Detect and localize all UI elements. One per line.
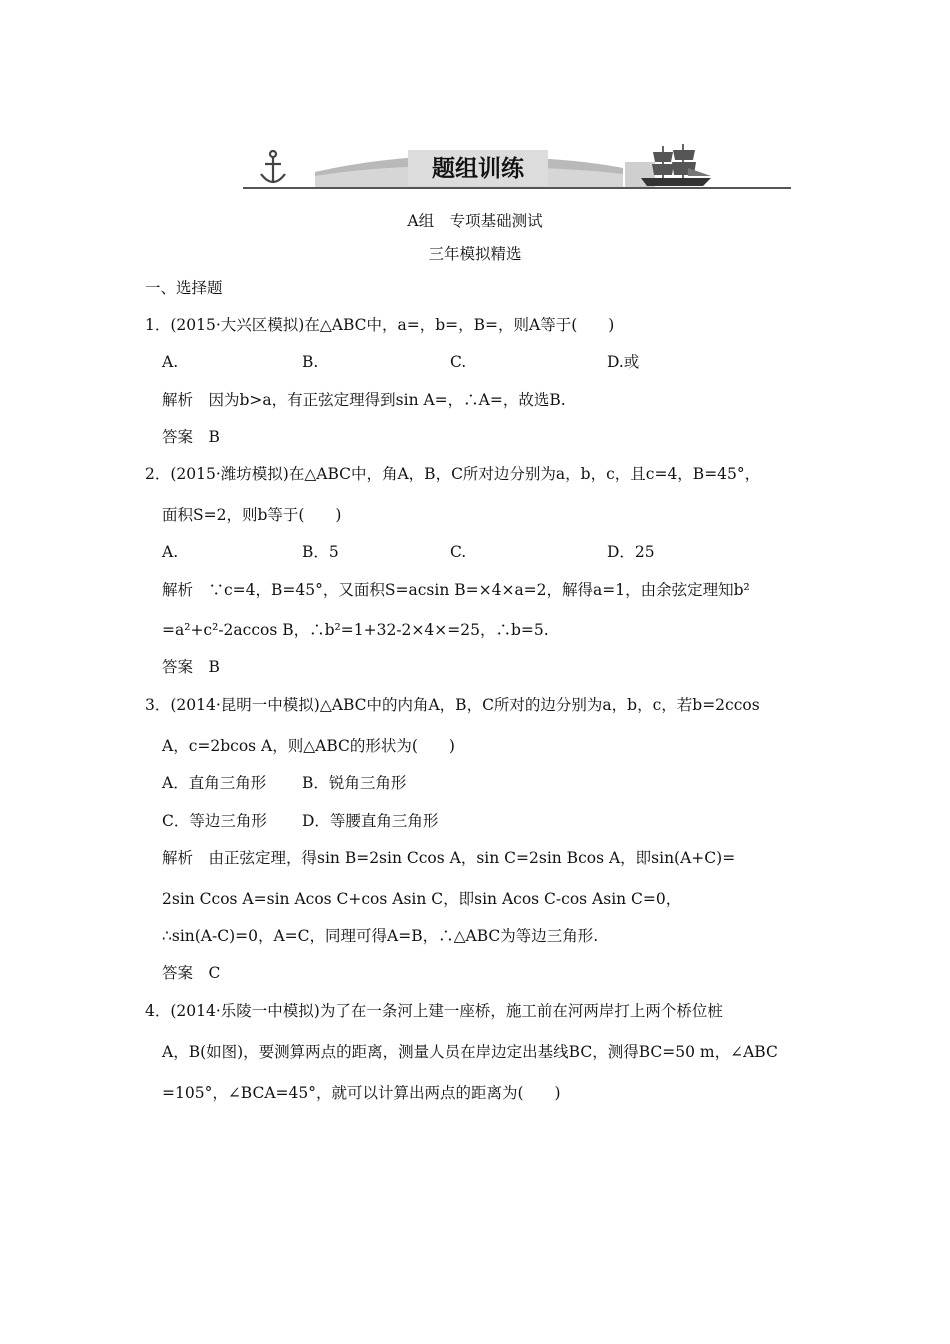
- banner-title: 题组训练: [432, 156, 524, 182]
- q2-stem-line2: 面积S=2，则b等于( ): [162, 506, 342, 524]
- group-title: A组 专项基础测试: [407, 212, 543, 230]
- section-heading: 一、选择题: [145, 279, 223, 297]
- q3-option-c: C．等边三角形: [162, 812, 267, 830]
- section-banner: [243, 142, 791, 192]
- q3-analysis-line3: ∴sin(A-C)=0，A=C，同理可得A=B，∴△ABC为等边三角形.: [162, 927, 599, 945]
- q1-analysis: 解析 因为b>a，有正弦定理得到sin A=，∴A=，故选B.: [162, 391, 566, 409]
- q1-option-c: C.: [450, 353, 467, 371]
- q3-stem-line2: A，c=2bcos A，则△ABC的形状为( ): [162, 737, 455, 755]
- q2-option-a: A.: [162, 543, 179, 561]
- q1-option-d: D.或: [607, 353, 640, 371]
- q2-analysis-line1: 解析 ∵c=4，B=45°，又面积S=acsin B=×4×a=2，解得a=1，由余弦定理知b²: [162, 581, 750, 599]
- anchor-icon: [261, 151, 285, 183]
- q2-option-c: C.: [450, 543, 467, 561]
- q1-option-b: B.: [302, 353, 319, 371]
- q3-analysis-line2: 2sin Ccos A=sin Acos C+cos Asin C，即sin Acos C-cos Asin C=0，: [162, 890, 682, 908]
- q2-answer: 答案 B: [162, 658, 220, 676]
- q2-option-b: B．5: [302, 543, 339, 561]
- sub-title: 三年模拟精选: [428, 245, 522, 263]
- q4-stem-line1: 4．(2014·乐陵一中模拟)为了在一条河上建一座桥，施工前在河两岸打上两个桥位桩: [145, 1002, 723, 1020]
- q3-option-d: D．等腰直角三角形: [302, 812, 439, 830]
- q2-analysis-line2: =a²+c²-2accos B，∴b²=1+32-2×4×=25，∴b=5.: [162, 621, 549, 639]
- q1-stem: 1．(2015·大兴区模拟)在△ABC中，a=，b=，B=，则A等于( ): [145, 316, 615, 334]
- q4-stem-line2: A，B(如图)，要测算两点的距离，测量人员在岸边定出基线BC，测得BC=50 m，∠ABC: [162, 1043, 778, 1061]
- q3-answer: 答案 C: [162, 964, 221, 982]
- q3-option-b: B．锐角三角形: [302, 774, 407, 792]
- q1-answer: 答案 B: [162, 428, 220, 446]
- q2-option-d: D．25: [607, 543, 655, 561]
- q1-option-a: A.: [162, 353, 179, 371]
- q3-stem-line1: 3．(2014·昆明一中模拟)△ABC中的内角A，B，C所对的边分别为a，b，c，若b=2ccos: [145, 696, 760, 714]
- q2-stem-line1: 2．(2015·潍坊模拟)在△ABC中，角A，B，C所对边分别为a，b，c，且c=4，B=45°，: [145, 465, 761, 483]
- q3-option-a: A．直角三角形: [162, 774, 267, 792]
- q4-stem-line3: =105°，∠BCA=45°，就可以计算出两点的距离为( ): [162, 1084, 561, 1102]
- q3-analysis-line1: 解析 由正弦定理，得sin B=2sin Ccos A，sin C=2sin Bcos A，即sin(A+C)=: [162, 849, 736, 867]
